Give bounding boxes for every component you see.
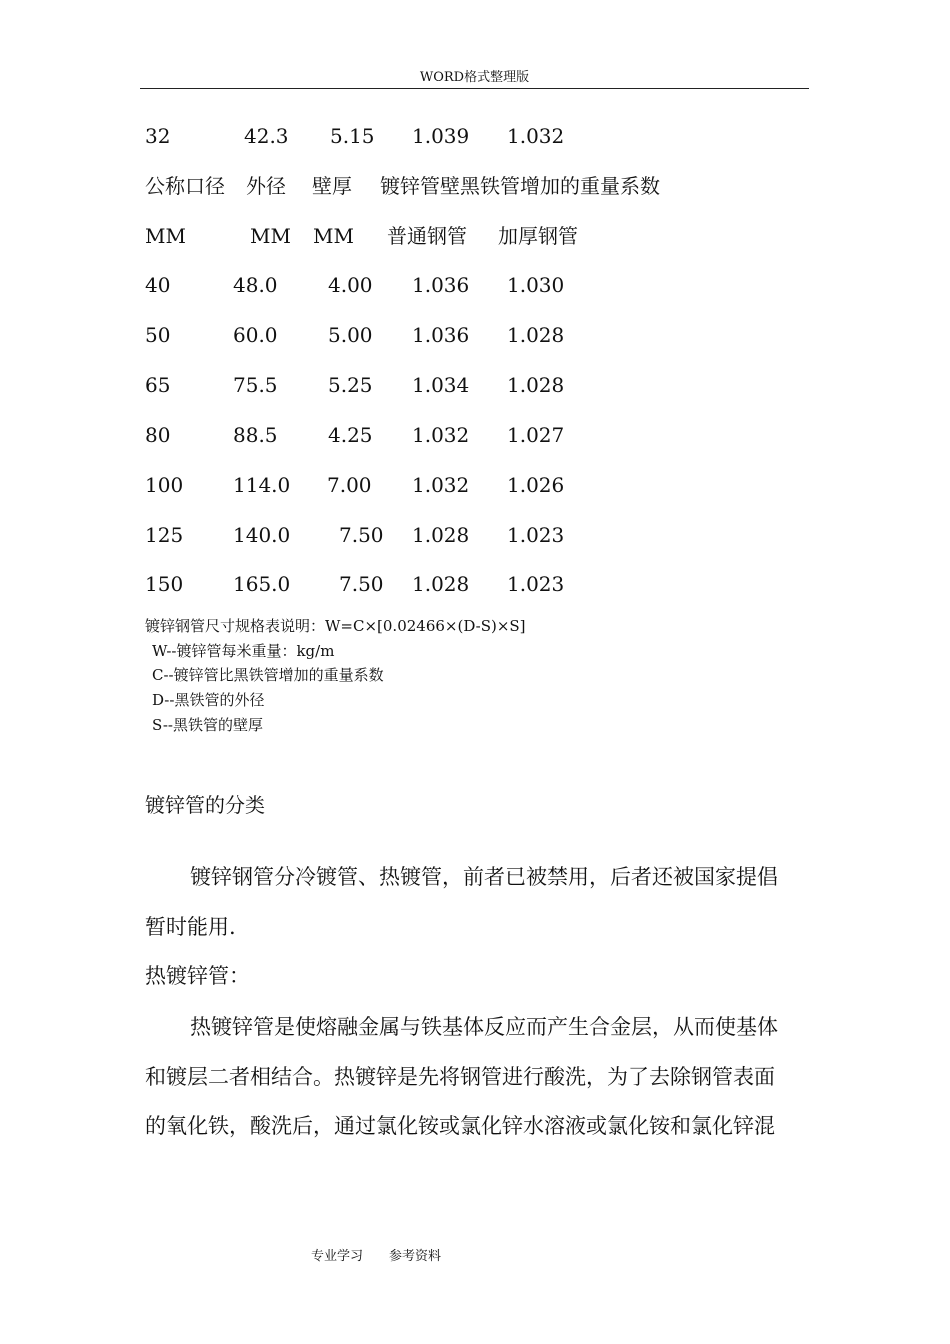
header-unit-od: MM (250, 224, 291, 248)
table-cell-normal: 1.032 (412, 473, 470, 497)
table-cell-dn: 50 (145, 323, 171, 347)
table-cell-normal: 1.039 (412, 124, 470, 148)
table-cell-wall: 5.25 (328, 373, 373, 397)
paragraph-line: 的氧化铁，酸洗后，通过氯化铵或氯化锌水溶液或氯化铵和氯化锌混 (145, 1114, 775, 1138)
note-d: D--黑铁管的外径 (152, 691, 265, 709)
table-cell-wall: 4.00 (328, 273, 373, 297)
note-w: W--镀锌管每米重量：kg/m (152, 642, 335, 660)
subsection-title: 热镀锌管： (145, 964, 250, 988)
header-outer-diameter: 外径 (246, 174, 286, 198)
table-cell-od: 48.0 (233, 273, 278, 297)
table-cell-wall: 5.15 (330, 124, 375, 148)
table-cell-dn: 125 (145, 523, 184, 547)
table-cell-thick: 1.026 (507, 473, 565, 497)
paragraph-line: 热镀锌管是使熔融金属与铁基体反应而产生合金层，从而使基体 (190, 1015, 778, 1039)
table-cell-dn: 150 (145, 572, 184, 596)
header-nominal-diameter: 公称口径 (145, 174, 225, 198)
table-cell-wall: 4.25 (328, 423, 373, 447)
table-cell-od: 140.0 (233, 523, 291, 547)
table-cell-od: 88.5 (233, 423, 278, 447)
table-cell-od: 114.0 (233, 473, 291, 497)
table-cell-normal: 1.036 (412, 323, 470, 347)
table-cell-thick: 1.023 (507, 572, 565, 596)
table-cell-dn: 80 (145, 423, 171, 447)
section-title: 镀锌管的分类 (145, 793, 265, 817)
table-cell-normal: 1.028 (412, 523, 470, 547)
table-cell-wall: 7.50 (339, 572, 384, 596)
table-cell-normal: 1.028 (412, 572, 470, 596)
header-divider (140, 88, 809, 89)
header-unit-dn: MM (145, 224, 186, 248)
header-weight-factor: 镀锌管壁黑铁管增加的重量系数 (380, 174, 660, 198)
footer-right: 参考资料 (389, 1249, 442, 1264)
table-cell-thick: 1.032 (507, 124, 565, 148)
table-cell-dn: 40 (145, 273, 171, 297)
table-cell-wall: 5.00 (328, 323, 373, 347)
table-cell-od: 75.5 (233, 373, 278, 397)
header-unit-wall: MM (313, 224, 354, 248)
table-cell-normal: 1.036 (412, 273, 470, 297)
table-cell-thick: 1.023 (507, 523, 565, 547)
table-cell-dn: 100 (145, 473, 184, 497)
header-thick-pipe: 加厚钢管 (498, 224, 578, 248)
table-cell-normal: 1.034 (412, 373, 470, 397)
paragraph-line: 暂时能用. (145, 915, 236, 939)
table-cell-od: 165.0 (233, 572, 291, 596)
footer-left: 专业学习 (311, 1249, 364, 1264)
table-cell-dn: 32 (145, 124, 171, 148)
paragraph-line: 镀锌钢管分冷镀管、热镀管，前者已被禁用，后者还被国家提倡 (190, 865, 778, 889)
table-cell-thick: 1.030 (507, 273, 565, 297)
table-cell-thick: 1.028 (507, 323, 565, 347)
table-cell-dn: 65 (145, 373, 171, 397)
header-normal-pipe: 普通钢管 (387, 224, 467, 248)
note-s: S--黑铁管的壁厚 (152, 716, 263, 734)
table-cell-wall: 7.50 (339, 523, 384, 547)
table-cell-normal: 1.032 (412, 423, 470, 447)
table-cell-od: 60.0 (233, 323, 278, 347)
note-c: C--镀锌管比黑铁管增加的重量系数 (152, 666, 384, 684)
table-cell-thick: 1.027 (507, 423, 565, 447)
header-wall-thickness: 壁厚 (312, 174, 352, 198)
formula-note: 镀锌钢管尺寸规格表说明：W=C×[0.02466×(D-S)×S] (145, 617, 526, 635)
paragraph-line: 和镀层二者相结合。热镀锌是先将钢管进行酸洗，为了去除钢管表面 (145, 1065, 775, 1089)
table-cell-thick: 1.028 (507, 373, 565, 397)
table-cell-od: 42.3 (244, 124, 289, 148)
page-header: WORD格式整理版 (419, 70, 530, 85)
table-cell-wall: 7.00 (327, 473, 372, 497)
